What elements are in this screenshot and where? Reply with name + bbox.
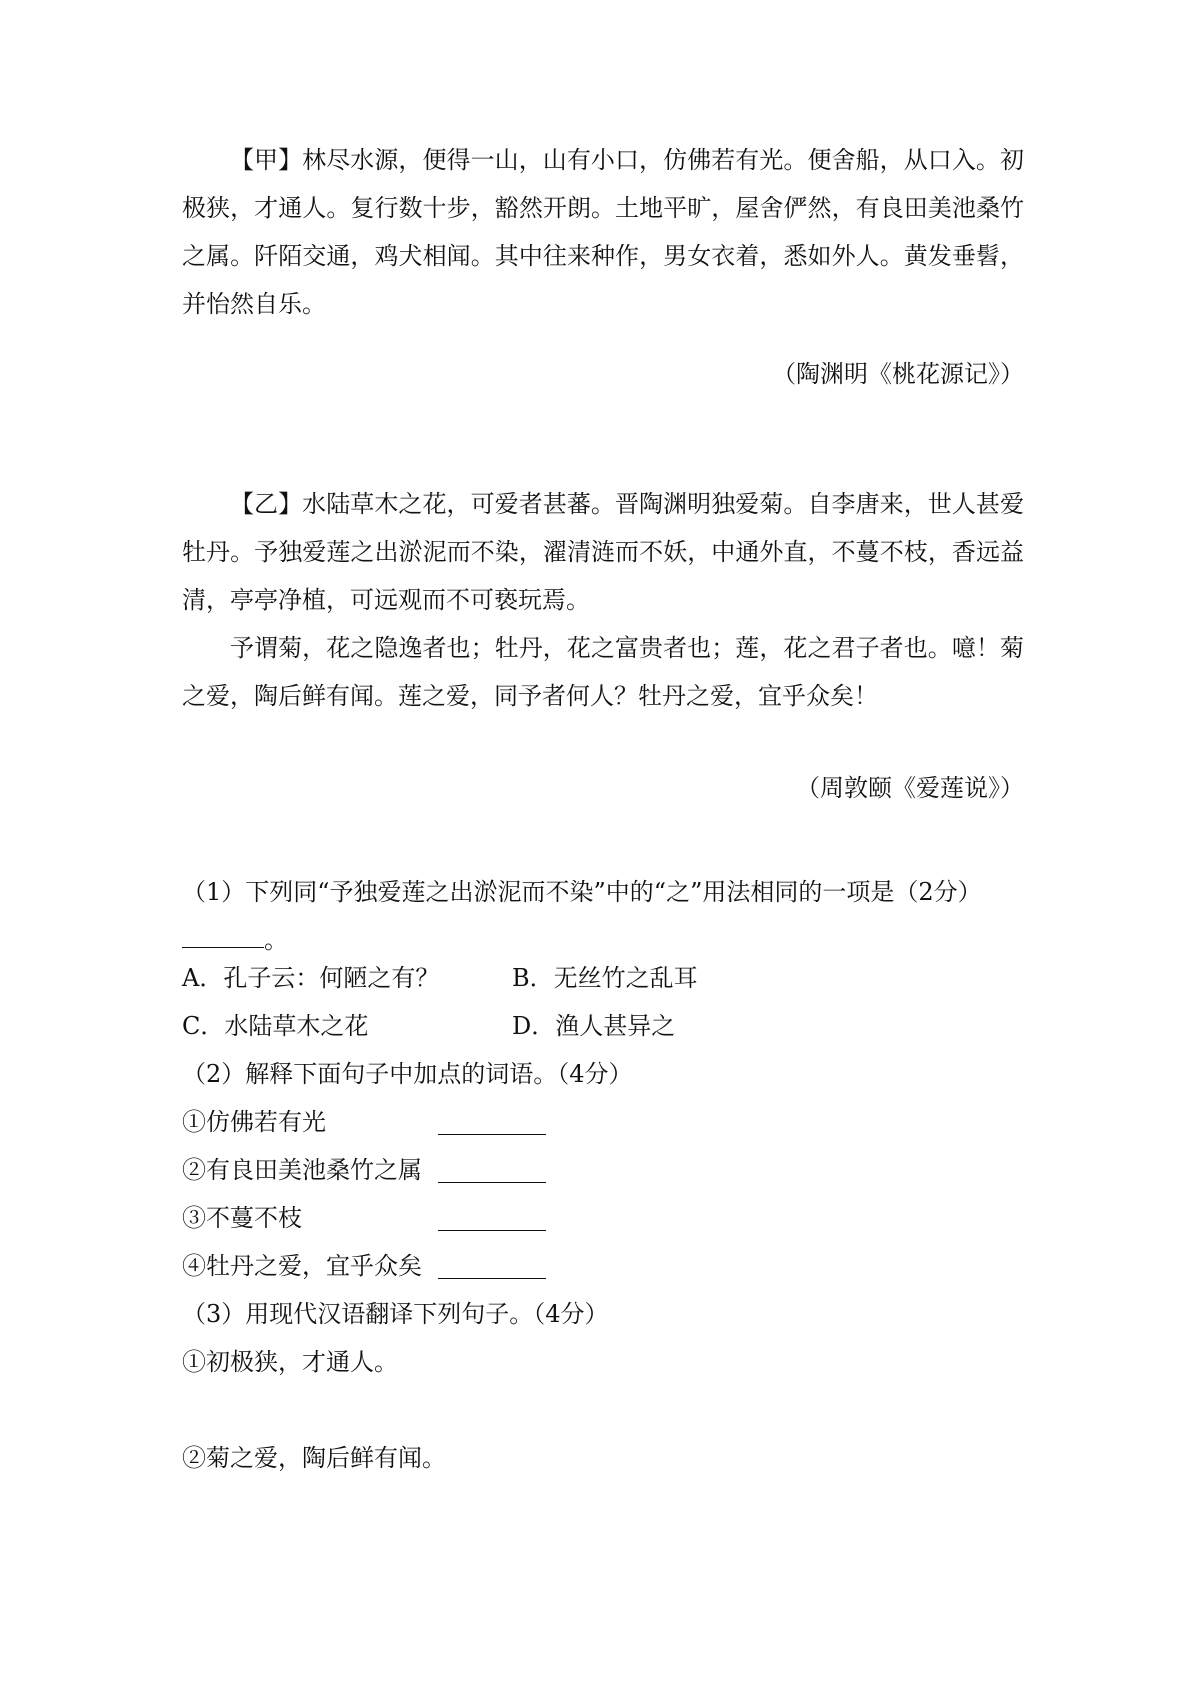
passage-jia-source: （陶渊明《桃花源记》） (772, 360, 1024, 388)
passage-yi-source: （周敦颐《爱莲说》） (796, 774, 1024, 802)
question-1-stem (182, 868, 1024, 964)
question-2-item-1-blank[interactable] (438, 1104, 546, 1135)
question-1-option-c: C．水陆草木之花 (182, 1012, 369, 1040)
question-3-title: （3）用现代汉语翻译下列句子。（4分） (182, 1300, 609, 1328)
passage-yi-paragraph-2: 予谓菊，花之隐逸者也；牡丹，花之富贵者也；莲，花之君子者也。噫！菊之爱，陶后鲜有闻。莲之爱，同予者何人？牡丹之爱，宜乎众矣！ (182, 634, 1024, 710)
question-2-item-3: ③不蔓不枝 (182, 1204, 302, 1232)
question-1-option-d: D．渔人甚异之 (512, 1012, 676, 1040)
question-3-item-2: ②菊之爱，陶后鲜有闻。 (182, 1444, 446, 1472)
question-2-item-4: ④牡丹之爱，宜乎众矣 (182, 1252, 422, 1280)
question-1-answer-blank[interactable] (182, 921, 264, 948)
question-2-item-3-blank[interactable] (438, 1200, 546, 1231)
question-2-item-2-blank[interactable] (438, 1152, 546, 1183)
question-1-option-a: A．孔子云：何陋之有？ (182, 964, 440, 992)
question-2-title: （2）解释下面句子中加点的词语。（4分） (182, 1060, 633, 1088)
question-2-item-4-blank[interactable] (438, 1248, 546, 1279)
question-3-item-1: ①初极狭，才通人。 (182, 1348, 398, 1376)
question-2-item-1: ①仿佛若有光 (182, 1108, 326, 1136)
passage-yi-paragraph-1: 【乙】水陆草木之花，可爱者甚蕃。晋陶渊明独爱菊。自李唐来，世人甚爱牡丹。予独爱莲之出淤泥而不染，濯清涟而不妖，中通外直，不蔓不枝，香远益清，亭亭净植，可远观而不可亵玩焉。 (182, 490, 1024, 614)
passage-jia-text: 【甲】林尽水源，便得一山，山有小口，仿佛若有光。便舍船，从口入。初极狭，才通人。复行数十步，豁然开朗。土地平旷，屋舍俨然，有良田美池桑竹之属。阡陌交通，鸡犬相闻。其中往来种作，男女衣着，悉如外人。黄发垂髫，并怡然自乐。 (182, 146, 1024, 318)
question-1-end-mark: 。 (264, 926, 288, 954)
question-1-option-b: B．无丝竹之乱耳 (512, 964, 698, 992)
question-2-item-2: ②有良田美池桑竹之属 (182, 1156, 422, 1184)
question-1-text: （1）下列同“予独爱莲之出淤泥而不染”中的“之”用法相同的一项是（2分） (182, 878, 982, 906)
